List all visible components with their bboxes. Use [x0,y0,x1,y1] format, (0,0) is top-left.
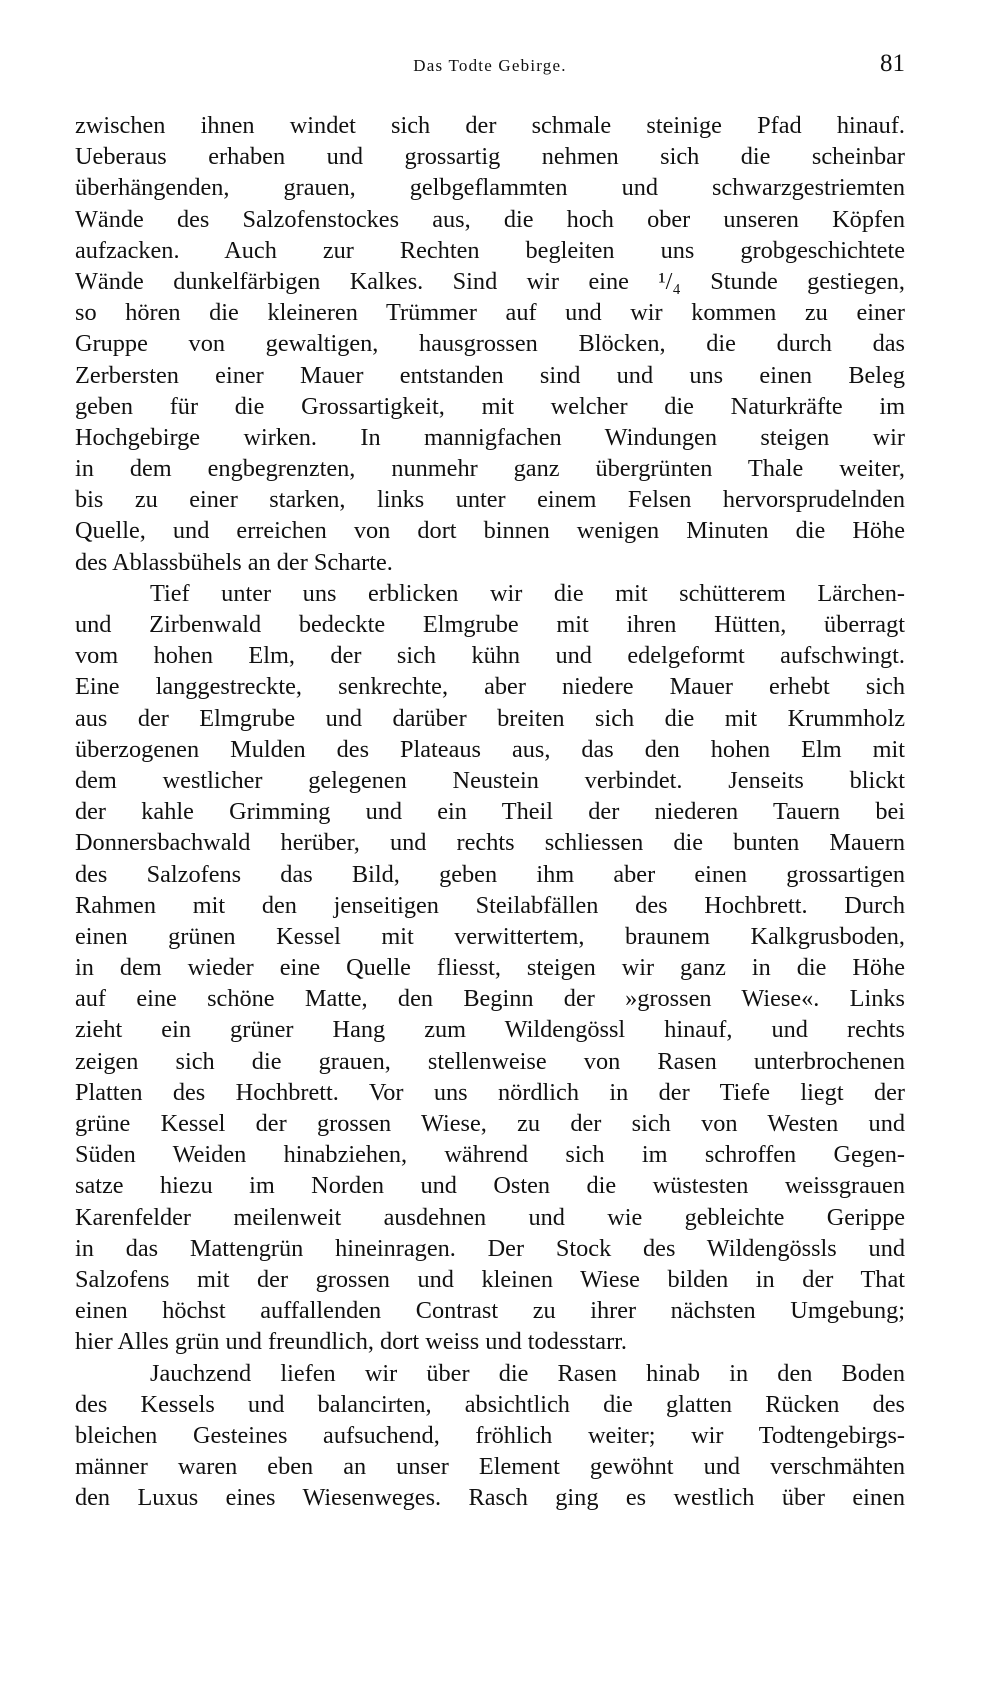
body-text [75,110,905,1513]
text-line: Rahmen mit den jenseitigen Steilabfällen des Hochbrett. Durch [75,891,905,919]
text-line: bleichen Gesteines aufsuchend, fröhlich weiter; wir Todtengebirgs- [75,1421,905,1449]
text-line: hier Alles grün und freundlich, dort weiss und todesstarr. [75,1328,627,1356]
text-line: einen höchst auffallenden Contrast zu ihrer nächsten Umgebung; [75,1297,905,1325]
text-line: Wände des Salzofenstockes aus, die hoch ober unseren Köpfen [75,205,905,233]
text-line: und Zirbenwald bedeckte Elmgrube mit ihren Hütten, überragt [75,611,905,638]
text-line: in dem wieder eine Quelle fliesst, steigen wir ganz in die Höhe [75,954,905,982]
text-line: der kahle Grimming und ein Theil der niederen Tauern bei [75,798,905,826]
text-line: so hören die kleineren Trümmer auf und wir kommen zu einer [75,299,905,327]
running-head [75,50,905,84]
page-number: 81 [880,50,905,77]
text-line: überzogenen Mulden des Plateaus aus, das den hohen Elm mit [75,735,905,763]
text-line: Zerbersten einer Mauer entstanden sind und uns einen Beleg [75,361,905,389]
text-line: in das Mattengrün hineinragen. Der Stock des Wildengössls und [75,1234,905,1262]
text-line: Karenfelder meilenweit ausdehnen und wie gebleichte Gerippe [75,1203,905,1231]
text-line: zwischen ihnen windet sich der schmale steinige Pfad hinauf. [75,112,905,139]
text-line: Salzofens mit der grossen und kleinen Wiese bilden in der That [75,1265,905,1293]
text-line: Jauchzend liefen wir über die Rasen hinab in den Boden [150,1359,905,1387]
text-line: Eine langgestreckte, senkrechte, aber niedere Mauer erhebt sich [75,673,905,701]
paragraph-1 [75,110,905,578]
paragraph-3 [75,1358,905,1514]
text-line: Quelle, und erreichen von dort binnen wenigen Minuten die Höhe [75,517,905,545]
running-title: Das Todte Gebirge. [413,56,567,75]
text-line: vom hohen Elm, der sich kühn und edelgeformt aufschwingt. [75,642,905,670]
text-line: bis zu einer starken, links unter einem Felsen hervorsprudelnden [75,486,905,514]
text-line: aus der Elmgrube und darüber breiten sich die mit Krummholz [75,704,905,732]
text-line: Platten des Hochbrett. Vor uns nördlich in der Tiefe liegt der [75,1078,905,1106]
text-line: Tief unter uns erblicken wir die mit schütterem Lärchen- [150,579,905,607]
text-line: männer waren eben an unser Element gewöhnt und verschmähten [75,1453,905,1481]
text-line: Ueberaus erhaben und grossartig nehmen sich die scheinbar [75,143,905,171]
text-line: zeigen sich die grauen, stellenweise von Rasen unterbrochenen [75,1047,905,1075]
text-line: des Kessels und balancirten, absichtlich die glatten Rücken des [75,1390,905,1418]
text-line: Wände dunkelfärbigen Kalkes. Sind wir eine ¹/₄ Stunde gestiegen, [75,267,905,295]
text-line: dem westlicher gelegenen Neustein verbindet. Jenseits blickt [75,766,905,794]
text-line: den Luxus eines Wiesenweges. Rasch ging es westlich über einen [75,1484,905,1512]
text-line: zieht ein grüner Hang zum Wildengössl hinauf, und rechts [75,1016,905,1044]
text-line: einen grünen Kessel mit verwittertem, braunem Kalkgrusboden, [75,922,905,950]
text-line: Gruppe von gewaltigen, hausgrossen Blöcken, die durch das [75,330,905,358]
text-line: überhängenden, grauen, gelbgeflammten und schwarzgestriemten [75,174,905,202]
text-line: auf eine schöne Matte, den Beginn der »grossen Wiese«. Links [75,985,905,1013]
text-line: Süden Weiden hinabziehen, während sich im schroffen Gegen- [75,1141,905,1169]
text-line: satze hiezu im Norden und Osten die wüstesten weissgrauen [75,1172,905,1200]
text-line: des Ablassbühels an der Scharte. [75,548,393,576]
text-line: grüne Kessel der grossen Wiese, zu der sich von Westen und [75,1110,905,1137]
text-line: aufzacken. Auch zur Rechten begleiten uns grobgeschichtete [75,236,905,264]
text-line: geben für die Grossartigkeit, mit welcher die Naturkräfte im [75,392,905,420]
text-line: des Salzofens das Bild, geben ihm aber einen grossartigen [75,860,905,888]
text-line: Donnersbachwald herüber, und rechts schliessen die bunten Mauern [75,829,905,857]
paragraph-2 [75,578,905,1358]
text-line: Hochgebirge wirken. In mannigfachen Windungen steigen wir [75,423,905,451]
text-line: in dem engbegrenzten, nunmehr ganz übergrünten Thale weiter, [75,455,905,483]
